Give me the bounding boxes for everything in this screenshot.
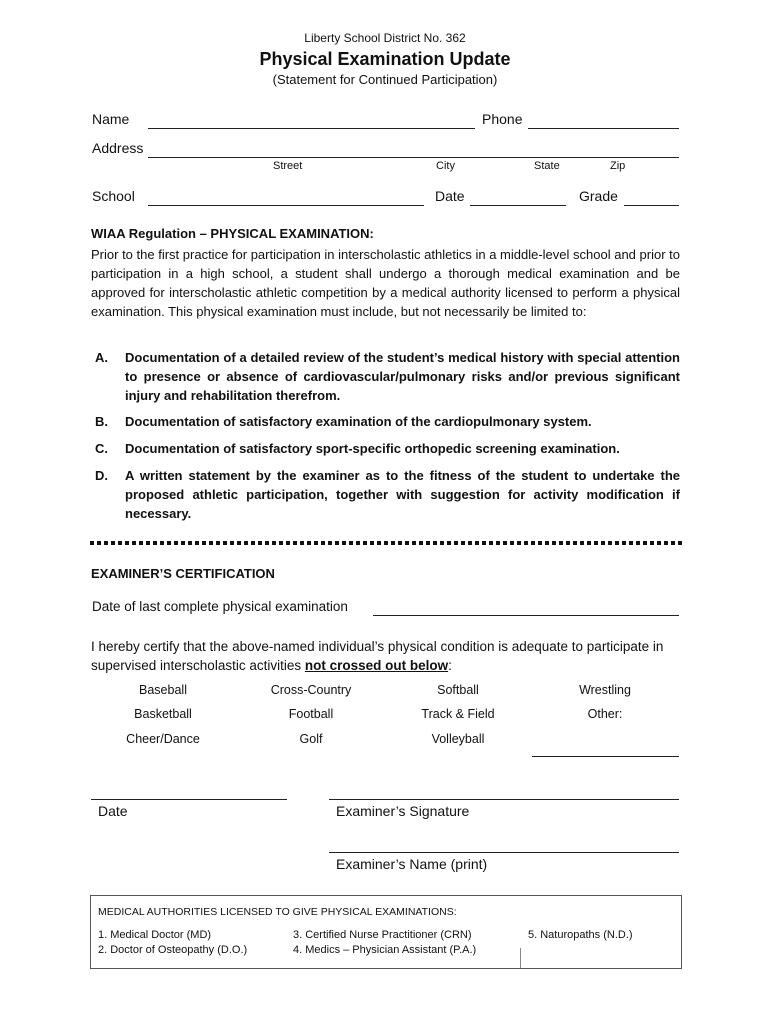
sport-wrestling[interactable]: Wrestling (579, 683, 631, 697)
date-field[interactable] (470, 205, 566, 206)
authorities-heading: MEDICAL AUTHORITIES LICENSED TO GIVE PHYSICAL EXAMINATIONS: (98, 906, 457, 918)
school-field[interactable] (148, 205, 424, 206)
regulation-body: Prior to the first practice for participation in interscholastic athletics in a middle-level school and prior to participation in a high school, a student shall undergo a thorough medical examination and be approved for interscholastic athletic competition by a medical authority licensed to perform a physical examination. This physical examination must include, but not necessarily be limited to: (91, 247, 680, 319)
authority-item: 4. Medics – Physician Assistant (P.A.) (293, 944, 477, 956)
sport-golf[interactable]: Golf (299, 732, 323, 746)
address-label: Address (92, 140, 144, 156)
authority-item: 2. Doctor of Osteopathy (D.O.) (98, 944, 248, 956)
item-text: A written statement by the examiner as to the fitness of the student to undertake the proposed athletic participation, together with suggestion for activity modification if necessary. (125, 468, 680, 521)
sport-cheer-dance[interactable]: Cheer/Dance (126, 732, 200, 746)
item-letter: C. (95, 441, 108, 456)
sport-other[interactable]: Other: (587, 707, 623, 721)
school-label: School (92, 188, 135, 204)
last-physical-field[interactable] (373, 615, 679, 616)
sport-softball[interactable]: Softball (437, 683, 479, 697)
grade-field[interactable] (624, 205, 679, 206)
zip-caption: Zip (610, 160, 626, 172)
item-letter: B. (95, 414, 108, 429)
authority-item: 5. Naturopaths (N.D.) (528, 929, 633, 941)
phone-field[interactable] (528, 128, 679, 129)
requirement-item-a (95, 348, 680, 405)
item-letter: D. (95, 468, 108, 483)
item-text: Documentation of satisfactory examination of the cardiopulmonary system. (125, 414, 592, 429)
last-physical-label: Date of last complete physical examination (92, 599, 348, 614)
examiner-name-label: Examiner’s Name (print) (336, 856, 488, 872)
signature-date-field[interactable] (91, 799, 287, 800)
statement-emphasis: not crossed out below (304, 658, 449, 673)
certification-heading: EXAMINER’S CERTIFICATION (91, 566, 275, 581)
name-label: Name (92, 111, 130, 127)
medical-authorities-box (90, 895, 682, 969)
signature-date-label: Date (98, 803, 128, 819)
examiner-signature-label: Examiner’s Signature (336, 803, 470, 819)
authority-item: 3. Certified Nurse Practitioner (CRN) (293, 929, 472, 941)
requirement-item-d (95, 466, 680, 523)
statement-text: I hereby certify that the above-named individual’s physical condition is adequate to participate in supervised interscholastic activities (91, 639, 664, 673)
district-name: Liberty School District No. 362 (304, 31, 466, 45)
sport-track-field[interactable]: Track & Field (421, 707, 495, 721)
address-field[interactable] (148, 157, 679, 158)
city-caption: City (436, 160, 455, 172)
regulation-heading: WIAA Regulation – PHYSICAL EXAMINATION: (91, 226, 374, 241)
examiner-name-field[interactable] (329, 852, 679, 853)
sport-football[interactable]: Football (288, 707, 334, 721)
item-letter: A. (95, 350, 108, 365)
page-subtitle: (Statement for Continued Participation) (272, 72, 498, 87)
certification-statement (91, 637, 681, 675)
sport-cross-country[interactable]: Cross-Country (270, 683, 352, 697)
item-text: Documentation of satisfactory sport-specific orthopedic screening examination. (125, 441, 620, 456)
other-sport-field[interactable] (532, 756, 679, 757)
name-field[interactable] (148, 128, 475, 129)
sport-volleyball[interactable]: Volleyball (431, 732, 485, 746)
authority-item: 1. Medical Doctor (MD) (98, 929, 212, 941)
sport-basketball[interactable]: Basketball (134, 707, 192, 721)
statement-colon: : (448, 658, 452, 673)
page-title: Physical Examination Update (259, 49, 511, 69)
grade-label: Grade (579, 188, 618, 204)
dotted-divider (90, 541, 682, 545)
examiner-signature-field[interactable] (329, 799, 679, 800)
requirement-item-b (95, 412, 680, 431)
date-label: Date (435, 188, 465, 204)
street-caption: Street (273, 160, 303, 172)
box-divider (520, 948, 521, 968)
requirement-item-c (95, 439, 680, 458)
item-text: Documentation of a detailed review of the student’s medical history with special attention to presence or absence of cardiovascular/pulmonary risks and/or previous significant injury and rehabilitation therefrom. (125, 350, 680, 403)
phone-label: Phone (482, 111, 523, 127)
state-caption: State (534, 160, 560, 172)
sport-baseball[interactable]: Baseball (139, 683, 187, 697)
